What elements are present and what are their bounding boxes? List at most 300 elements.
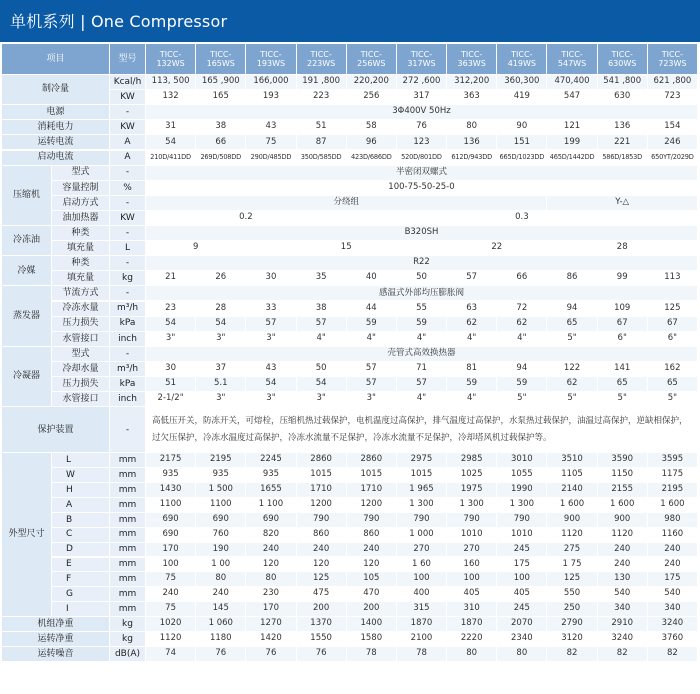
model-code: 223WS	[306, 59, 336, 68]
dimension-key: B	[52, 513, 110, 528]
dimension-value: 1100	[196, 498, 246, 513]
spec-value: 4"	[297, 332, 347, 347]
spec-value: 30	[146, 362, 196, 377]
spec-value: 100-75-50-25-0	[146, 181, 698, 196]
spec-value: 分绕组	[146, 196, 547, 211]
weight-value: 78	[347, 647, 397, 662]
dimension-value: 475	[297, 587, 347, 602]
header-model	[297, 44, 347, 75]
spec-value: B320SH	[146, 226, 698, 241]
dimension-value: 760	[196, 528, 246, 543]
row-unit: inch	[110, 332, 146, 347]
dimension-value: 80	[246, 572, 296, 587]
dimension-value: 690	[146, 513, 196, 528]
spec-value: R22	[146, 256, 698, 271]
dimension-unit: mm	[110, 543, 146, 558]
row-label: 冷冻水量	[52, 302, 110, 317]
group-label: 蒸发器	[2, 286, 52, 346]
weight-value: 1400	[347, 617, 397, 632]
group-label: 运转电流	[2, 135, 110, 150]
dimension-value: 75	[146, 572, 196, 587]
spec-value: 269D/508DD	[196, 151, 246, 166]
spec-value: 54	[297, 377, 347, 392]
spec-value: 81	[447, 362, 497, 377]
dimension-value: 2195	[196, 453, 246, 468]
spec-value: 665D/1023DD	[497, 151, 547, 166]
spec-value: 28	[196, 302, 246, 317]
spec-value: 3"	[297, 392, 347, 407]
dimension-value: 340	[598, 602, 648, 617]
dimension-value: 270	[397, 543, 447, 558]
dimension-value: 1015	[297, 468, 347, 483]
row-unit: A	[110, 135, 146, 150]
dimension-value: 230	[246, 587, 296, 602]
group-label: 制冷量	[2, 75, 110, 105]
spec-value: 4"	[347, 332, 397, 347]
row-unit: KW	[110, 211, 146, 226]
group-label: 压缩机	[2, 166, 52, 226]
row-unit: inch	[110, 392, 146, 407]
dimension-value: 275	[547, 543, 597, 558]
header-model	[598, 44, 648, 75]
weight-value: 2070	[497, 617, 547, 632]
spec-value: 256	[347, 90, 397, 105]
row-label: 填充量	[52, 241, 110, 256]
dimension-value: 160	[447, 558, 497, 573]
weight-label: 运转噪音	[2, 647, 110, 662]
spec-value: 136	[447, 135, 497, 150]
dimension-value: 1025	[447, 468, 497, 483]
weight-value: 76	[297, 647, 347, 662]
dimension-value: 200	[347, 602, 397, 617]
spec-value: 63	[447, 302, 497, 317]
dimension-value: 120	[347, 558, 397, 573]
dimension-value: 690	[196, 513, 246, 528]
spec-value: 59	[447, 377, 497, 392]
dimension-value: 1710	[297, 483, 347, 498]
spec-value: 94	[547, 302, 597, 317]
row-label: 压力损失	[52, 377, 110, 392]
dimension-value: 105	[347, 572, 397, 587]
spec-value: 67	[598, 317, 648, 332]
spec-value: 80	[447, 120, 497, 135]
spec-value: 221	[598, 135, 648, 150]
model-prefix: TICC-	[159, 49, 182, 59]
spec-value: 132	[146, 90, 196, 105]
row-unit: m³/h	[110, 362, 146, 377]
weight-value: 2340	[497, 632, 547, 647]
row-unit: -	[110, 286, 146, 301]
spec-value: 57	[347, 362, 397, 377]
dimension-value: 1015	[347, 468, 397, 483]
spec-value: 3"	[246, 392, 296, 407]
weight-unit: kg	[110, 617, 146, 632]
model-code: 630WS	[608, 59, 637, 68]
dimension-value: 1 300	[447, 498, 497, 513]
dimension-value: 240	[196, 587, 246, 602]
spec-value: 547	[547, 90, 597, 105]
dimension-value: 900	[598, 513, 648, 528]
model-code: 165WS	[206, 59, 235, 68]
row-unit: Kcal/h	[110, 75, 146, 90]
spec-value: 541 ,800	[598, 75, 648, 90]
spec-value: 57	[397, 377, 447, 392]
protection-text: 高低压开关，防冻开关，可熔栓，压缩机热过载保护，电机温度过高保护，排气温度过高保护，水泵热过载保护，油温过高保护，逆缺相保护，过欠压保护，冷冻水温度过高保护，冷冻水流量不足保护，冷冻水流量不足保护，冷却塔风机过载保护等。	[146, 407, 698, 453]
weight-value: 1550	[297, 632, 347, 647]
spec-value: 5"	[598, 392, 648, 407]
spec-value: 5"	[547, 332, 597, 347]
row-label: 压力损失	[52, 317, 110, 332]
model-prefix: TICC-	[461, 49, 483, 59]
group-label: 冷媒	[2, 256, 52, 286]
spec-value: 246	[648, 135, 698, 150]
spec-value: 723	[648, 90, 698, 105]
dimension-value: 175	[497, 558, 547, 573]
spec-value: 9	[146, 241, 246, 256]
dimension-unit: mm	[110, 498, 146, 513]
weight-value: 2910	[598, 617, 648, 632]
dimension-key: A	[52, 498, 110, 513]
weight-value: 1870	[397, 617, 447, 632]
row-unit: -	[110, 226, 146, 241]
spec-value: 54	[146, 317, 196, 332]
spec-value: 59	[397, 317, 447, 332]
weight-unit: kg	[110, 632, 146, 647]
spec-value: 半密闭双螺式	[146, 166, 698, 181]
spec-value: Y-△	[547, 196, 698, 211]
dimension-value: 100	[497, 572, 547, 587]
weight-value: 78	[397, 647, 447, 662]
dimension-value: 130	[598, 572, 648, 587]
weight-value: 80	[497, 647, 547, 662]
dimension-value: 980	[648, 513, 698, 528]
spec-value: 59	[347, 317, 397, 332]
dimension-value: 1 300	[397, 498, 447, 513]
dimension-key: F	[52, 572, 110, 587]
model-code: 132WS	[156, 59, 185, 68]
spec-value: 30	[246, 271, 296, 286]
spec-value: 22	[447, 241, 547, 256]
spec-value: 4"	[447, 392, 497, 407]
weight-value: 2790	[547, 617, 597, 632]
dimension-value: 935	[146, 468, 196, 483]
spec-value: 31	[146, 120, 196, 135]
dimension-key: H	[52, 483, 110, 498]
dimension-value: 1175	[648, 468, 698, 483]
spec-value: 520D/801DD	[397, 151, 447, 166]
dimension-value: 1200	[297, 498, 347, 513]
row-label: 节流方式	[52, 286, 110, 301]
spec-value: 57	[246, 317, 296, 332]
header-model	[648, 44, 698, 75]
dimension-value: 170	[246, 602, 296, 617]
dimension-value: 240	[648, 558, 698, 573]
weight-unit: dB(A)	[110, 647, 146, 662]
weight-value: 3760	[648, 632, 698, 647]
weight-value: 1580	[347, 632, 397, 647]
dimension-value: 3595	[648, 453, 698, 468]
dimension-value: 2985	[447, 453, 497, 468]
row-label: 油加热器	[52, 211, 110, 226]
weight-value: 1870	[447, 617, 497, 632]
spec-value: 66	[196, 135, 246, 150]
spec-value: 21	[146, 271, 196, 286]
dimension-value: 245	[497, 602, 547, 617]
weight-value: 1 060	[196, 617, 246, 632]
spec-value: 465D/1442DD	[547, 151, 597, 166]
spec-value: 33	[246, 302, 296, 317]
dimension-value: 100	[397, 572, 447, 587]
model-prefix: TICC-	[561, 49, 583, 59]
dimension-unit: mm	[110, 602, 146, 617]
dimension-unit: mm	[110, 587, 146, 602]
dimension-value: 340	[648, 602, 698, 617]
protection-unit: -	[110, 407, 146, 453]
spec-value: 3"	[347, 392, 397, 407]
row-label: 型式	[52, 166, 110, 181]
group-label: 冷冻油	[2, 226, 52, 256]
spec-value: 6"	[648, 332, 698, 347]
spec-value: 4"	[447, 332, 497, 347]
weight-value: 1370	[297, 617, 347, 632]
spec-value: 193	[246, 90, 296, 105]
row-label: 启动方式	[52, 196, 110, 211]
spec-value: 62	[497, 317, 547, 332]
spec-value: 51	[146, 377, 196, 392]
dimension-value: 1120	[547, 528, 597, 543]
weight-value: 1120	[146, 632, 196, 647]
weight-label: 机组净重	[2, 617, 110, 632]
weight-value: 74	[146, 647, 196, 662]
dimension-value: 1015	[397, 468, 447, 483]
dimension-value: 1160	[648, 528, 698, 543]
spec-value: 360,300	[497, 75, 547, 90]
spec-value: 87	[297, 135, 347, 150]
spec-value: 54	[196, 317, 246, 332]
dimension-value: 1105	[547, 468, 597, 483]
dimension-value: 1710	[347, 483, 397, 498]
spec-value: 166,000	[246, 75, 296, 90]
spec-value: 4"	[397, 332, 447, 347]
dimension-key: L	[52, 453, 110, 468]
dimension-value: 1 75	[547, 558, 597, 573]
dimension-unit: mm	[110, 558, 146, 573]
dimension-value: 2860	[297, 453, 347, 468]
spec-value: 15	[246, 241, 447, 256]
row-unit: KW	[110, 90, 146, 105]
dimension-value: 400	[397, 587, 447, 602]
dimension-value: 860	[297, 528, 347, 543]
dimension-value: 125	[547, 572, 597, 587]
spec-value: 65	[648, 377, 698, 392]
dimension-key: C	[52, 528, 110, 543]
model-code: 193WS	[256, 59, 286, 68]
weight-value: 76	[196, 647, 246, 662]
dimension-unit: mm	[110, 528, 146, 543]
dimension-value: 3590	[598, 453, 648, 468]
spec-value: 122	[547, 362, 597, 377]
row-unit: A	[110, 151, 146, 166]
model-prefix: TICC-	[410, 49, 433, 59]
group-label: 电源	[2, 105, 110, 120]
spec-value: 94	[497, 362, 547, 377]
weight-value: 1020	[146, 617, 196, 632]
spec-table	[2, 44, 698, 694]
dimension-value: 790	[447, 513, 497, 528]
header-model	[347, 44, 397, 75]
spec-value: 621 ,800	[648, 75, 698, 90]
dimension-value: 315	[397, 602, 447, 617]
dimension-value: 1990	[497, 483, 547, 498]
dimension-key: E	[52, 558, 110, 573]
spec-value: 37	[196, 362, 246, 377]
dimension-value: 1 300	[497, 498, 547, 513]
dimension-value: 250	[547, 602, 597, 617]
spec-value: 151	[497, 135, 547, 150]
dimensions-label: 外型尺寸	[2, 453, 52, 617]
row-unit: kPa	[110, 317, 146, 332]
model-code: 723WS	[658, 59, 687, 68]
spec-value: 23	[146, 302, 196, 317]
dimension-key: G	[52, 587, 110, 602]
spec-value: 113, 500	[146, 75, 196, 90]
spec-value: 317	[397, 90, 447, 105]
spec-value: 65	[547, 317, 597, 332]
row-unit: m³/h	[110, 302, 146, 317]
spec-value: 壳管式高效换热器	[146, 347, 698, 362]
spec-value: 40	[347, 271, 397, 286]
spec-value: 2-1/2"	[146, 392, 196, 407]
spec-value: 43	[246, 362, 296, 377]
row-label: 种类	[52, 256, 110, 271]
spec-value: 0.2	[146, 211, 347, 226]
spec-value: 3"	[146, 332, 196, 347]
dimension-value: 405	[497, 587, 547, 602]
spec-value: 99	[598, 271, 648, 286]
model-code: 317WS	[407, 59, 436, 68]
spec-value: 419	[497, 90, 547, 105]
weight-value: 3120	[547, 632, 597, 647]
spec-value: 50	[297, 362, 347, 377]
dimension-value: 1100	[146, 498, 196, 513]
dimension-unit: mm	[110, 513, 146, 528]
weight-value: 1420	[246, 632, 296, 647]
dimension-value: 820	[246, 528, 296, 543]
dimension-value: 1 600	[547, 498, 597, 513]
dimension-value: 3510	[547, 453, 597, 468]
spec-value: 272 ,600	[397, 75, 447, 90]
row-unit: L	[110, 241, 146, 256]
dimension-value: 80	[196, 572, 246, 587]
spec-value: 165 ,900	[196, 75, 246, 90]
dimension-value: 1 500	[196, 483, 246, 498]
model-prefix: TICC-	[661, 49, 684, 59]
dimension-key: I	[52, 602, 110, 617]
dimension-value: 860	[347, 528, 397, 543]
weight-value: 82	[648, 647, 698, 662]
weight-value: 3240	[648, 617, 698, 632]
dimension-value: 2195	[648, 483, 698, 498]
spec-value: 109	[598, 302, 648, 317]
page-title: 单机系列 | One Compressor	[10, 12, 228, 31]
dimension-value: 1 00	[196, 558, 246, 573]
model-code: 419WS	[507, 59, 536, 68]
spec-value: 51	[297, 120, 347, 135]
weight-value: 82	[598, 647, 648, 662]
spec-value: 54	[246, 377, 296, 392]
dimension-value: 240	[297, 543, 347, 558]
dimension-value: 145	[196, 602, 246, 617]
dimension-value: 1 965	[397, 483, 447, 498]
dimension-value: 100	[146, 558, 196, 573]
row-unit: -	[110, 196, 146, 211]
dimension-value: 1010	[447, 528, 497, 543]
spec-value: 3"	[246, 332, 296, 347]
row-label: 冷却水量	[52, 362, 110, 377]
spec-value: 38	[297, 302, 347, 317]
spec-value: 5"	[497, 392, 547, 407]
spec-value: 650YT/2029D	[648, 151, 698, 166]
spec-value: 44	[347, 302, 397, 317]
spec-value: 76	[397, 120, 447, 135]
row-label: 型式	[52, 347, 110, 362]
spec-value: 43	[246, 120, 296, 135]
spec-value: 423D/686DD	[347, 151, 397, 166]
spec-value: 3Φ400V 50Hz	[146, 105, 698, 120]
dimension-value: 470	[347, 587, 397, 602]
dimension-value: 240	[598, 543, 648, 558]
spec-value: 210D/411DD	[146, 151, 196, 166]
header-model	[547, 44, 597, 75]
weight-value: 2220	[447, 632, 497, 647]
dimension-value: 3010	[497, 453, 547, 468]
row-unit: -	[110, 256, 146, 271]
row-unit: -	[110, 166, 146, 181]
spec-value: 54	[146, 135, 196, 150]
group-label: 启动电流	[2, 151, 110, 166]
row-unit: -	[110, 347, 146, 362]
dimension-key: D	[52, 543, 110, 558]
spec-value: 57	[447, 271, 497, 286]
spec-value: 50	[397, 271, 447, 286]
header-model	[196, 44, 246, 75]
spec-value: 86	[547, 271, 597, 286]
dimension-value: 1975	[447, 483, 497, 498]
spec-value: 220,200	[347, 75, 397, 90]
row-label: 水管接口	[52, 392, 110, 407]
group-label: 冷凝器	[2, 347, 52, 407]
dimension-value: 120	[246, 558, 296, 573]
dimension-value: 240	[246, 543, 296, 558]
model-prefix: TICC-	[260, 49, 282, 59]
dimension-unit: mm	[110, 453, 146, 468]
spec-value: 28	[547, 241, 698, 256]
spec-value: 62	[547, 377, 597, 392]
dimension-unit: mm	[110, 572, 146, 587]
spec-value: 57	[347, 377, 397, 392]
dimension-value: 1150	[598, 468, 648, 483]
spec-value: 66	[497, 271, 547, 286]
spec-value: 4"	[497, 332, 547, 347]
dimension-value: 540	[648, 587, 698, 602]
weight-label: 运转净重	[2, 632, 110, 647]
dimension-value: 245	[497, 543, 547, 558]
spec-value: 290D/485DD	[246, 151, 296, 166]
row-label: 容量控制	[52, 181, 110, 196]
spec-value: 75	[246, 135, 296, 150]
spec-value: 90	[497, 120, 547, 135]
spec-value: 162	[648, 362, 698, 377]
